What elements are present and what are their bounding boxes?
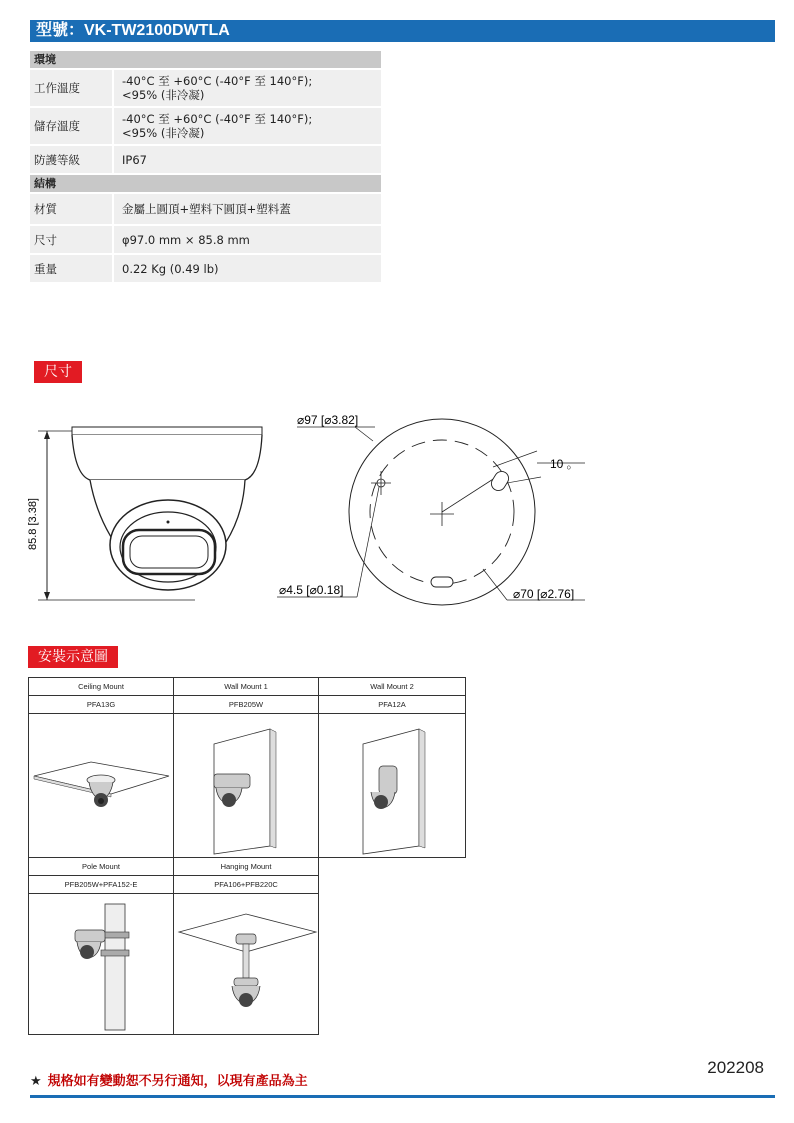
footer-rule	[30, 1095, 775, 1098]
spec-row-weight	[30, 253, 381, 282]
spec-row-operating-temp	[30, 68, 381, 106]
mount-name-wall-2: Wall Mount 2	[318, 677, 466, 696]
outer-diameter-label: ⌀97 [⌀3.82]	[297, 413, 359, 427]
spec-label: 儲存溫度	[30, 108, 114, 144]
wall-mount-1-image	[173, 713, 319, 858]
spec-value: IP67	[122, 152, 147, 167]
mount-model-wall-2: PFA12A	[318, 695, 466, 714]
spec-value: 0.22 Kg (0.49 lb)	[122, 261, 219, 276]
angle-label: 10 。	[550, 457, 579, 471]
installation-section-label: 安裝示意圖	[28, 646, 118, 668]
spec-label: 防護等級	[30, 146, 114, 173]
spec-label: 工作溫度	[30, 70, 114, 106]
model-title: 型號：VK-TW2100DWTLA	[30, 20, 775, 42]
wall-mount-2-image	[318, 713, 466, 858]
disclaimer-text: 規格如有變動恕不另行通知，以現有產品為主	[47, 1074, 308, 1089]
bolt-circle-label: ⌀70 [⌀2.76]	[513, 587, 575, 601]
document-code: 202208	[707, 1058, 764, 1077]
spec-row-material	[30, 192, 381, 224]
spec-row-protection	[30, 144, 381, 173]
spec-label: 尺寸	[30, 226, 114, 253]
spec-value: -40°C 至 +60°C (-40°F 至 140°F); <95% (非冷凝)	[122, 112, 313, 140]
footer-note	[30, 1070, 308, 1089]
hanging-mount-image	[173, 893, 319, 1035]
mount-model-ceiling: PFA13G	[28, 695, 174, 714]
spec-label: 材質	[30, 194, 114, 224]
spec-row-storage-temp	[30, 106, 381, 144]
mount-name-pole: Pole Mount	[28, 857, 174, 876]
spec-value: -40°C 至 +60°C (-40°F 至 140°F); <95% (非冷凝)	[122, 74, 313, 102]
hole-diameter-label: ⌀4.5 [⌀0.18]	[279, 583, 344, 597]
top-view-drawing	[275, 405, 595, 610]
mount-name-hanging: Hanging Mount	[173, 857, 319, 876]
mount-model-pole: PFB205W+PFA152-E	[28, 875, 174, 894]
section-header-environment: 環境	[30, 51, 381, 68]
ceiling-mount-image	[28, 713, 174, 858]
spec-value: 金屬上圓頂+塑料下圓頂+塑料蓋	[122, 202, 291, 216]
spec-table	[30, 51, 381, 282]
mount-model-hanging: PFA106+PFB220C	[173, 875, 319, 894]
side-view-drawing	[20, 405, 280, 605]
star-icon: ★	[30, 1074, 42, 1089]
spec-label: 重量	[30, 255, 114, 282]
dimensions-section-label: 尺寸	[34, 361, 82, 383]
mount-model-wall-1: PFB205W	[173, 695, 319, 714]
pole-mount-image	[28, 893, 174, 1035]
spec-row-size	[30, 224, 381, 253]
mount-name-ceiling: Ceiling Mount	[28, 677, 174, 696]
mount-name-wall-1: Wall Mount 1	[173, 677, 319, 696]
section-header-structure: 結構	[30, 175, 381, 192]
height-dimension-label: 85.8 [3.38]	[27, 498, 39, 550]
spec-value: φ97.0 mm × 85.8 mm	[122, 232, 250, 247]
